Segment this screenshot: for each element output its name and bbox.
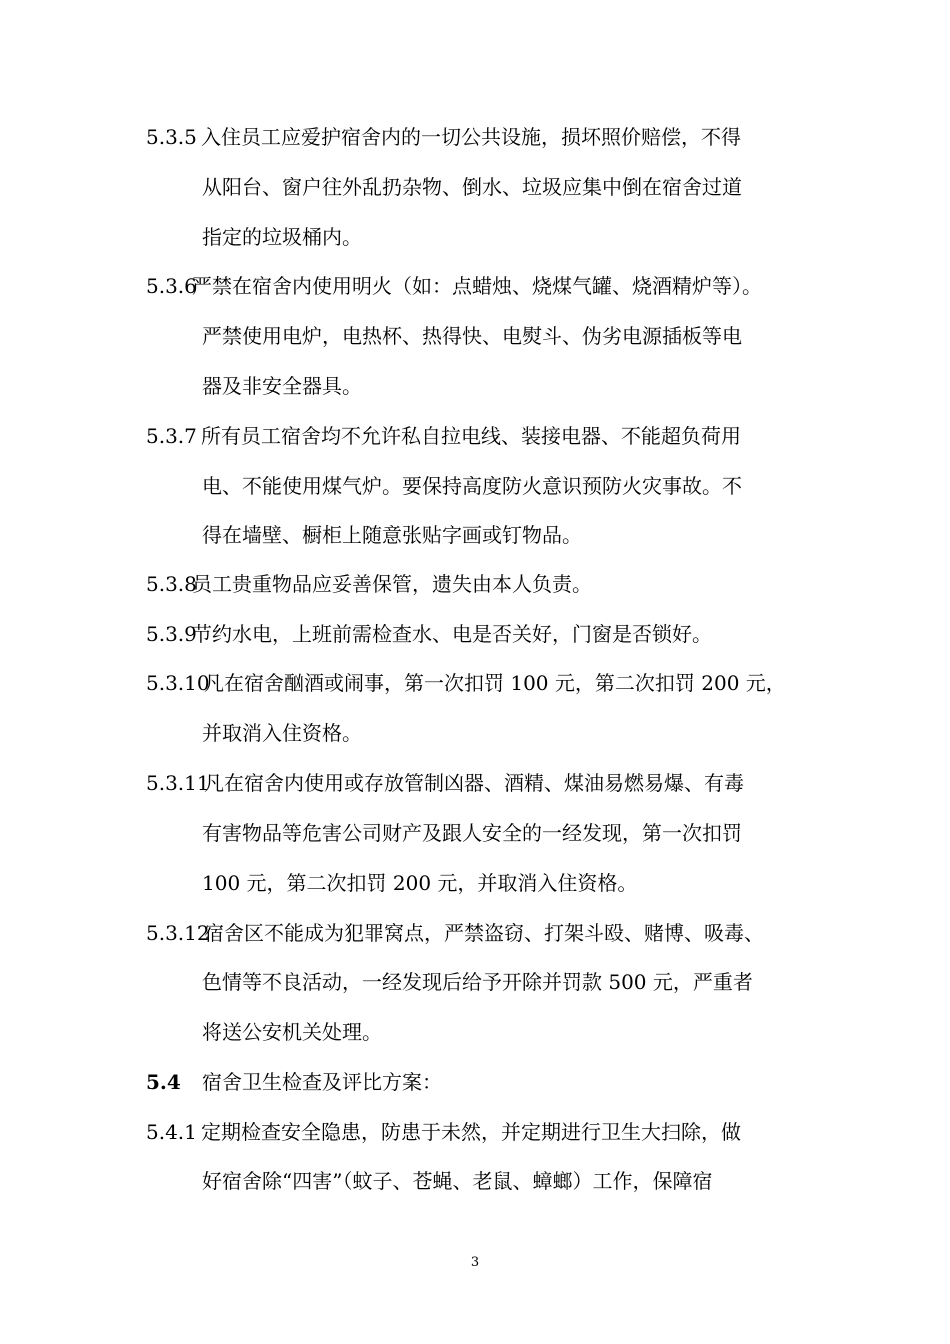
item-5-3-5-line-1 [146, 125, 806, 149]
item-text: 节约水电，上班前需检查水、电是否关好，门窗是否锁好。 [192, 622, 712, 646]
item-5-3-12-line-3: 将送公安机关处理。 [202, 1020, 382, 1044]
item-number: 5.3.10 [146, 671, 210, 695]
item-number: 5.3.7 [146, 424, 197, 448]
item-5-3-8-line-1 [146, 572, 592, 596]
item-5-3-10-line-2: 并取消入住资格。 [202, 721, 362, 745]
page-number: 3 [470, 1255, 480, 1270]
item-number: 5.4.1 [146, 1120, 197, 1144]
section-number: 5.4 [146, 1070, 181, 1094]
item-5-4-1-line-2: 好宿舍除“四害”（蚊子、苍蝇、老鼠、蟑螂）工作，保障宿 [202, 1169, 713, 1193]
item-text: 严禁在宿舍内使用明火（如：点蜡烛、烧煤气罐、烧酒精炉等）。 [192, 274, 762, 298]
item-5-3-7-line-3: 得在墙壁、橱柜上随意张贴字画或钉物品。 [202, 523, 582, 547]
item-number: 5.3.9 [146, 622, 197, 646]
item-5-3-6-line-1 [146, 274, 762, 298]
item-5-3-12-line-1 [146, 921, 764, 945]
item-number: 5.3.6 [146, 274, 197, 298]
item-5-3-7-line-2: 电、不能使用煤气炉。要保持高度防火意识预防火灾事故。不 [202, 474, 742, 498]
section-5-4-heading [146, 1070, 442, 1094]
item-text: 凡在宿舍内使用或存放管制凶器、酒精、煤油易燃易爆、有毒 [204, 771, 744, 795]
item-5-3-5-line-2: 从阳台、窗户往外乱扔杂物、倒水、垃圾应集中倒在宿舍过道 [202, 175, 742, 199]
item-5-4-1-line-1 [146, 1120, 741, 1144]
item-text: 入住员工应爱护宿舍内的一切公共设施，损坏照价赔偿，不得 [201, 125, 741, 149]
item-5-3-11-line-3: 100 元，第二次扣罚 200 元，并取消入住资格。 [202, 871, 638, 895]
item-5-3-10-line-1 [146, 671, 786, 695]
section-title: 宿舍卫生检查及评比方案： [202, 1070, 442, 1094]
item-5-3-6-line-3: 器及非安全器具。 [202, 374, 362, 398]
item-number: 5.3.5 [146, 125, 197, 149]
item-number: 5.3.11 [146, 771, 210, 795]
item-number: 5.3.8 [146, 572, 197, 596]
item-5-3-11-line-2: 有害物品等危害公司财产及跟人安全的一经发现，第一次扣罚 [202, 821, 742, 845]
item-5-3-11-line-1 [146, 771, 744, 795]
item-text: 员工贵重物品应妥善保管，遗失由本人负责。 [192, 572, 592, 596]
item-text: 定期检查安全隐患，防患于未然，并定期进行卫生大扫除，做 [201, 1120, 741, 1144]
item-5-3-5-line-3: 指定的垃圾桶内。 [202, 225, 362, 249]
item-text: 凡在宿舍酗酒或闹事，第一次扣罚 100 元，第二次扣罚 200 元， [204, 671, 786, 695]
item-5-3-6-line-2: 严禁使用电炉，电热杯、热得快、电熨斗、伪劣电源插板等电 [202, 324, 742, 348]
item-number: 5.3.12 [146, 921, 210, 945]
item-text: 宿舍区不能成为犯罪窝点，严禁盗窃、打架斗殴、赌博、吸毒、 [204, 921, 764, 945]
item-5-3-9-line-1 [146, 622, 712, 646]
item-5-3-7-line-1 [146, 424, 741, 448]
item-text: 所有员工宿舍均不允许私自拉电线、装接电器、不能超负荷用 [201, 424, 741, 448]
item-5-3-12-line-2: 色情等不良活动，一经发现后给予开除并罚款 500 元，严重者 [202, 970, 753, 994]
